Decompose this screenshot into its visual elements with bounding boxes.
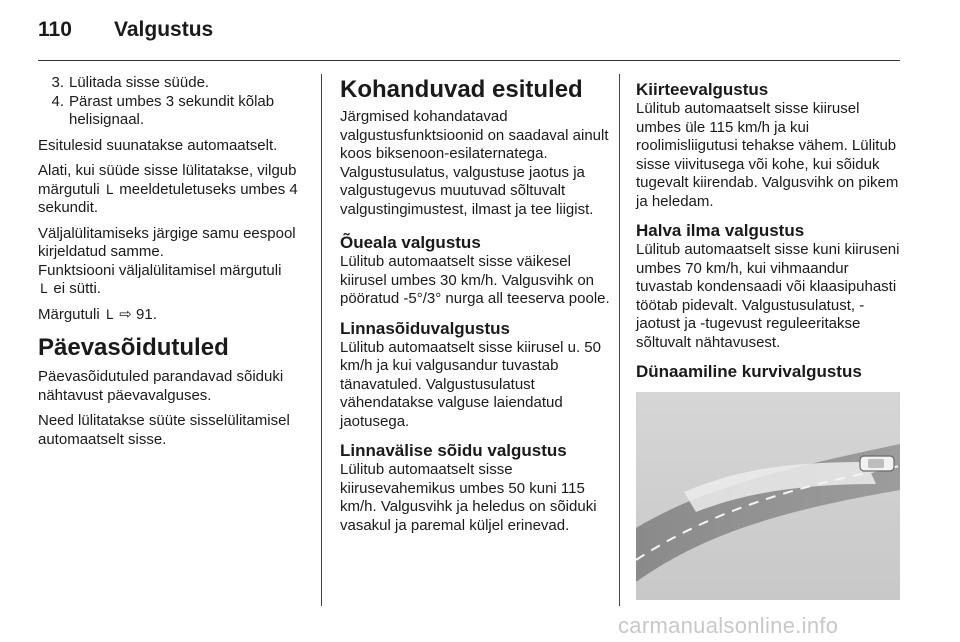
paragraph: Esitulesid suunatakse automaatselt. — [38, 136, 278, 154]
list-item-number: 3. — [51, 74, 64, 91]
paragraph: Need lülitatakse süüte sisselülitamisel automaatselt sisse. — [38, 412, 290, 448]
car-icon — [860, 456, 894, 471]
subsection-heading: Linnavälise sõidu valgustus — [340, 441, 567, 460]
subsection-heading: Kiirteevalgustus — [636, 80, 769, 99]
subsection-highway — [636, 80, 908, 211]
subsection-motorway — [340, 441, 610, 535]
paragraph: Järgmised kohandatavad valgustusfunktsioonid on saadaval ainult koos biksenoon-esilaternatega. Valgustusulatus, valgustuse jaotus ja valgustugevus muutuvad sõltuvalt valgustingimustest, ilmast ja tee liigist. — [340, 108, 609, 218]
paragraph — [38, 306, 310, 325]
subsection-heading: Halva ilma valgustus — [636, 221, 805, 240]
page-number: 110 — [38, 18, 72, 41]
drl-indicator-icon: ᒪ — [40, 281, 48, 296]
list-item-text: Pärast umbes 3 sekundit kõlab helisignaal. — [69, 92, 275, 128]
paragraph: Lülitub automaatselt sisse kuni kiiruseni umbes 70 km/h, kui vihmaandur tuvastab kondensaadi või klaasipuhasti töötab pidevalt. Valgustusulatust, -jaotust ja -tugevust reguleeritakse sõltuvalt nähtavusest. — [636, 241, 900, 351]
paragraph-text: Märgutuli — [38, 305, 100, 323]
paragraph-text: Väljalülitamiseks järgige samu eespool kirjeldatud samme. — [38, 224, 296, 260]
paragraph: Lülitub automaatselt sisse kiirusel umbes üle 115 km/h ja kui roolimisliigutusi tehakse vähem. Lülitub sisse viivitusega või kohe, kui sõiduk tugevalt kiirendab. Valgusvihk on pikem ja heledam. — [636, 100, 899, 210]
drl-indicator-icon: ᒪ — [105, 181, 114, 197]
list-item-number: 4. — [51, 92, 64, 110]
paragraph — [38, 225, 310, 299]
paragraph: Lülitub automaatselt sisse väikesel kiirusel umbes 30 km/h. Valgusvihk on pööratud -5°/3° nurga all teeserva poole. — [340, 253, 610, 307]
column-2 — [340, 74, 610, 545]
list-item — [38, 74, 310, 93]
paragraph — [38, 162, 310, 218]
section-heading: Päevasõidutuled — [38, 334, 229, 361]
subsection-heading: Õueala valgustus — [340, 233, 481, 252]
subsection-heading: Dünaamiline kurvivalgustus — [636, 362, 862, 381]
paragraph-text: Alati, kui süüde sisse lülitatakse, vilgub märgutuli — [38, 162, 297, 198]
column-divider-2 — [619, 74, 620, 606]
step-list — [38, 74, 310, 130]
list-item — [38, 93, 310, 130]
cornering-light-illustration — [636, 392, 900, 600]
paragraph: Lülitub automaatselt sisse kiirusel u. 50 km/h ja kui valgusandur tuvastab tänavatuled. Valgustusulatust vähendatakse valguse laiendatud jaotusega. — [340, 338, 601, 430]
paragraph-text: Funktsiooni väljalülitamisel märgutuli — [38, 261, 282, 279]
paragraph-text: ei sütti. — [53, 280, 101, 297]
column-3 — [636, 74, 908, 382]
subsection-town — [340, 319, 610, 432]
subsection-bad-weather — [636, 221, 908, 352]
column-1 — [38, 74, 310, 456]
list-item-text: Lülitada sisse süüde. — [69, 74, 210, 91]
paragraph: Päevasõidutuled parandavad sõiduki nähtavust päevavalguses. — [38, 368, 284, 404]
subsection-heading: Linnasõiduvalgustus — [340, 318, 511, 338]
drl-indicator-icon: ᒪ — [105, 306, 114, 322]
page-title: Valgustus — [114, 18, 214, 41]
subsection-country — [340, 233, 610, 309]
page-reference-link[interactable]: 91. — [136, 305, 157, 323]
paragraph: Lülitub automaatselt sisse kiirusevahemikus umbes 50 kuni 115 km/h. Valgusvihk ja heledus on sõiduki vasakul ja paremal küljel erinevad. — [340, 461, 597, 534]
paragraph-text: meeldetuletuseks umbes 4 sekundit. — [38, 180, 298, 216]
page-reference-arrow-icon[interactable]: ⇨ — [119, 305, 132, 323]
column-divider-1 — [321, 74, 322, 606]
watermark: carmanualsonline.info — [618, 613, 839, 638]
header-divider — [38, 60, 900, 61]
section-heading: Kohanduvad esituled — [340, 76, 583, 103]
